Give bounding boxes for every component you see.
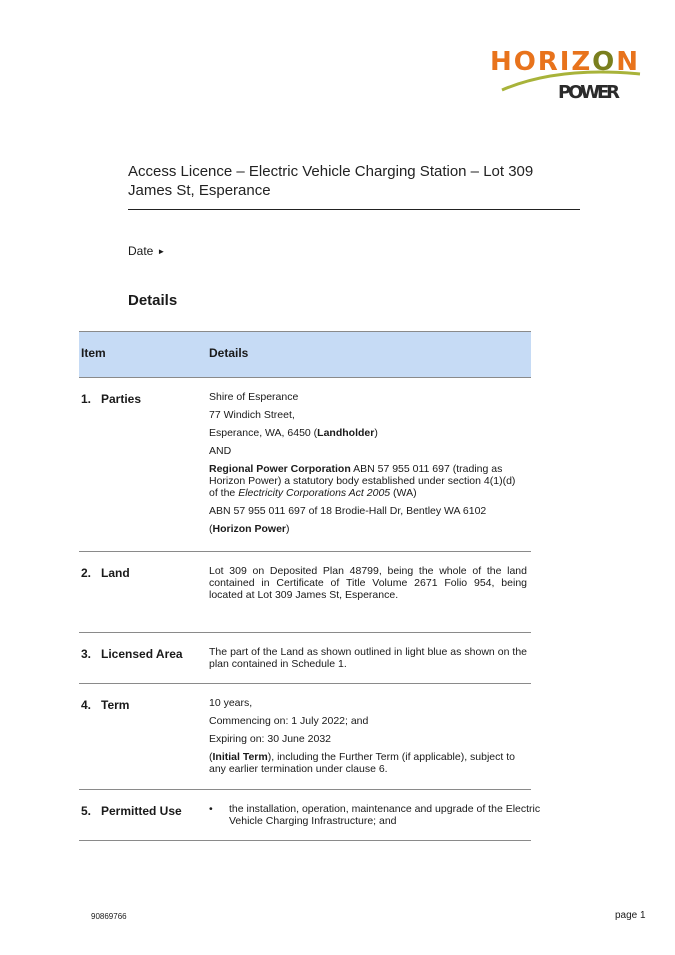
table-row-term xyxy=(79,684,531,790)
party-and: AND xyxy=(209,445,232,457)
row-label: Term xyxy=(101,698,130,712)
table-row-parties xyxy=(79,378,531,552)
header-item: Item xyxy=(81,346,106,360)
party-rpc: Regional Power Corporation ABN 57 955 011 697 (trading as Horizon Power) a statutory body established under section 4(1)(d) of the Electricity Corporations Act 2005 (WA) xyxy=(209,463,516,499)
play-arrow-icon: ► xyxy=(157,247,166,256)
row-number: 1. xyxy=(81,392,92,406)
term-initial: (Initial Term), including the Further Term (if applicable), subject to any earlier termination under clause 6. xyxy=(209,751,515,775)
row-details xyxy=(209,697,527,781)
date-field xyxy=(128,244,165,258)
row-label: Land xyxy=(101,566,130,580)
horizon-power-logo xyxy=(488,40,648,104)
party-abn: ABN 57 955 011 697 of 18 Brodie-Hall Dr, Bentley WA 6102 xyxy=(209,505,487,517)
bullet-icon: • xyxy=(209,803,213,815)
row-number: 2. xyxy=(81,566,92,580)
page-number: page 1 xyxy=(615,910,646,921)
document-title: Access Licence – Electric Vehicle Charging Station – Lot 309 James St, Esperance xyxy=(128,163,534,199)
row-details xyxy=(209,391,527,541)
row-number: 5. xyxy=(81,804,92,818)
details-table xyxy=(79,331,541,841)
logo-horizon-text: HORIZON xyxy=(490,47,638,77)
row-number: 3. xyxy=(81,647,92,661)
term-duration: 10 years, xyxy=(209,697,253,709)
row-label: Licensed Area xyxy=(101,647,183,661)
logo-power-text: POWER xyxy=(558,82,620,103)
header-details: Details xyxy=(209,346,249,360)
date-label: Date xyxy=(128,244,154,258)
table-row-land xyxy=(79,552,531,633)
row-label: Permitted Use xyxy=(101,804,182,818)
permitted-use-text: the installation, operation, maintenance and upgrade of the Electric Vehicle Charging Infrastructure; and xyxy=(229,803,541,827)
table-row-licensed-area xyxy=(79,633,531,684)
party-city: Esperance, WA, 6450 (Landholder) xyxy=(209,427,378,439)
row-number: 4. xyxy=(81,698,92,712)
table-header xyxy=(79,331,531,378)
row-details: Lot 309 on Deposited Plan 48799, being the whole of the land contained in Certificate of Title Volume 2671 Folio 954, being located at Lot 309 James St, Esperance. xyxy=(209,565,527,601)
party-name: Shire of Esperance xyxy=(209,391,299,403)
details-heading: Details xyxy=(128,292,178,309)
party-street: 77 Windich Street, xyxy=(209,409,295,421)
row-details xyxy=(209,803,547,827)
row-details: The part of the Land as shown outlined in light blue as shown on the plan contained in Schedule 1. xyxy=(209,646,527,670)
table-row-permitted-use xyxy=(79,790,541,841)
title-divider xyxy=(128,209,580,210)
row-label: Parties xyxy=(101,392,142,406)
term-expiring: Expiring on: 30 June 2032 xyxy=(209,733,332,745)
term-commencing: Commencing on: 1 July 2022; and xyxy=(209,715,369,727)
party-defined: (Horizon Power) xyxy=(209,523,290,535)
document-id: 90869766 xyxy=(91,912,127,921)
